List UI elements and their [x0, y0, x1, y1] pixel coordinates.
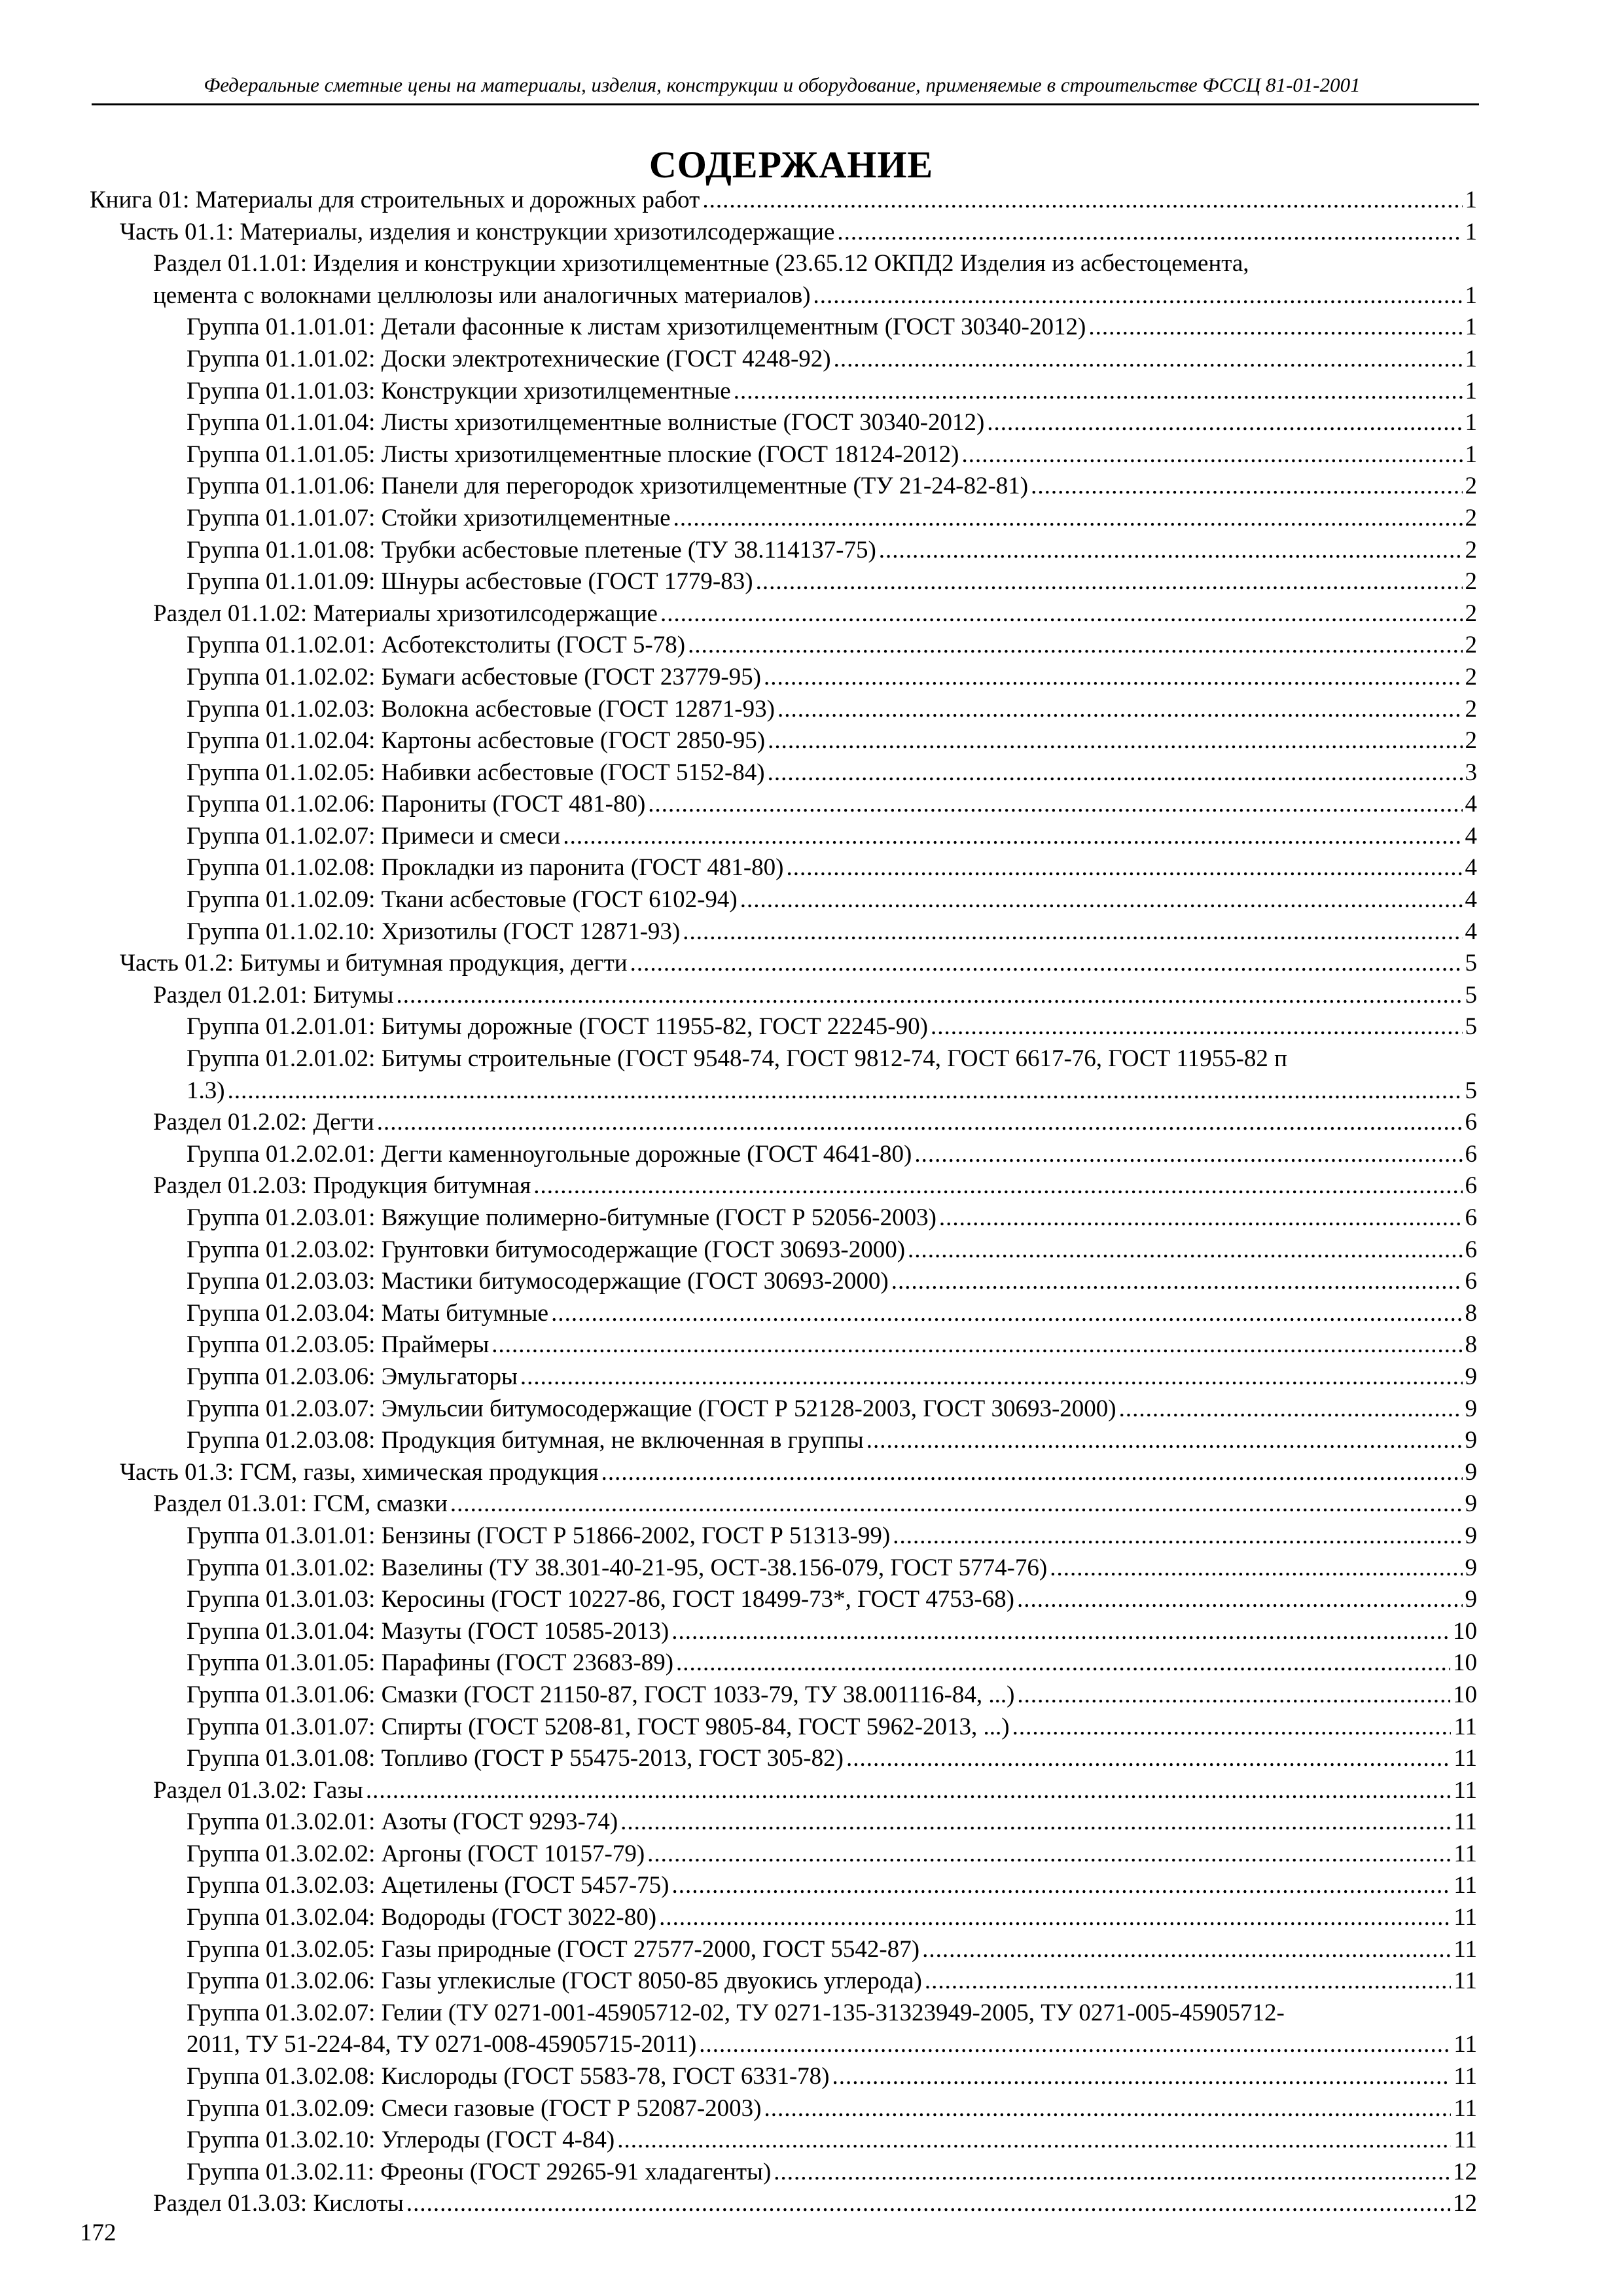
toc-entry-label: Группа 01.1.02.04: Картоны асбестовые (ГОСТ 2850-95) [187, 727, 766, 755]
dot-leader [1088, 312, 1462, 344]
toc-entry [90, 1965, 1477, 1998]
toc-entry [90, 1870, 1477, 1902]
toc-entry-label: Раздел 01.1.02: Материалы хризотилсодержащие [153, 600, 658, 627]
toc-page-number: 2 [1465, 695, 1477, 723]
toc-page-number: 4 [1465, 791, 1477, 818]
toc-page-number: 4 [1465, 918, 1477, 945]
dot-leader [366, 1775, 1452, 1807]
toc-entry-label: Группа 01.2.03.03: Мастики битумосодержащие (ГОСТ 30693-2000) [187, 1268, 889, 1295]
dot-leader [1031, 471, 1462, 503]
toc-entry-label: Группа 01.1.02.09: Ткани асбестовые (ГОСТ 6102-94) [187, 886, 738, 914]
toc-entry [90, 185, 1477, 217]
toc-page-number: 11 [1454, 1745, 1477, 1772]
toc-page-number: 1 [1465, 314, 1477, 341]
dot-leader [914, 1139, 1462, 1171]
toc-entry [90, 312, 1477, 344]
toc-page-number: 1 [1465, 440, 1477, 468]
toc-entry [90, 439, 1477, 471]
toc-entry [90, 1266, 1477, 1298]
toc-entry [90, 1457, 1477, 1489]
toc-entry [90, 598, 1477, 630]
toc-entry [90, 694, 1477, 726]
dot-leader [659, 1902, 1451, 1934]
toc-page-number: 11 [1454, 1872, 1477, 1899]
toc-page-number: 9 [1465, 1490, 1477, 1518]
toc-entry-label: Группа 01.1.01.01: Детали фасонные к листам хризотилцементным (ГОСТ 30340-2012) [187, 314, 1086, 341]
dot-leader [671, 1616, 1450, 1648]
toc-page-number: 12 [1453, 2190, 1477, 2217]
toc-page-number: 6 [1465, 1204, 1477, 1231]
toc-entry [90, 503, 1477, 535]
toc-entry-label: Группа 01.3.02.07: Гелии (ТУ 0271-001-45905712-02, ТУ 0271-135-31323949-2005, ТУ 0271-005-45905712- [187, 1999, 1285, 2026]
toc-entry-label: Группа 01.3.01.01: Бензины (ГОСТ Р 51866-2002, ГОСТ Р 51313-99) [187, 1522, 891, 1549]
toc-entry-label: Группа 01.2.03.01: Вяжущие полимерно-битумные (ГОСТ Р 52056-2003) [187, 1204, 936, 1231]
toc-page-number: 11 [1454, 2094, 1477, 2122]
toc-entry-label: Группа 01.2.03.06: Эмульгаторы [187, 1363, 518, 1390]
toc-page-number: 2 [1465, 568, 1477, 596]
toc-entry [90, 1488, 1477, 1520]
toc-entry-label-continuation: цемента с волокнами целлюлозы или аналогичных материалов) [153, 281, 811, 309]
toc-entry-label: Группа 01.3.02.11: Фреоны (ГОСТ 29265-91 хладагенты) [187, 2158, 772, 2185]
toc-entry [90, 1520, 1477, 1552]
toc-entry-label: Часть 01.2: Битумы и битумная продукция, дегти [120, 950, 628, 977]
toc-entry-label: Группа 01.1.01.07: Стойки хризотилцементные [187, 504, 671, 531]
toc-entry [90, 1234, 1477, 1266]
toc-entry [90, 1806, 1477, 1839]
toc-entry-label: Группа 01.2.01.01: Битумы дорожные (ГОСТ 11955-82, ГОСТ 22245-90) [187, 1013, 928, 1041]
toc-entry [90, 1011, 1477, 1043]
page-number: 172 [80, 2219, 116, 2246]
toc-entry-label: Группа 01.3.01.03: Керосины (ГОСТ 10227-86, ГОСТ 18499-73*, ГОСТ 4753-68) [187, 1586, 1014, 1613]
toc-page-number: 1 [1465, 218, 1477, 245]
toc-entry [90, 948, 1477, 980]
dot-leader [846, 1743, 1451, 1775]
toc-entry [90, 757, 1477, 789]
header-rule [92, 103, 1479, 105]
toc-entry [90, 376, 1477, 408]
dot-leader [702, 185, 1462, 217]
toc-entry-label: Группа 01.2.03.08: Продукция битумная, не включенная в группы [187, 1427, 864, 1454]
toc-entry [90, 852, 1477, 884]
toc-page-number: 6 [1465, 1140, 1477, 1168]
toc-entry-label: Раздел 01.3.02: Газы [153, 1776, 363, 1804]
toc-entry [90, 1202, 1477, 1234]
toc-entry-label: Раздел 01.3.03: Кислоты [153, 2190, 404, 2217]
toc-entry-label: Группа 01.2.02.01: Дегти каменноугольные дорожные (ГОСТ 4641-80) [187, 1140, 912, 1168]
toc-entry [90, 280, 1477, 312]
toc-page-number: 11 [1454, 1840, 1477, 1867]
toc-page-number: 10 [1453, 1617, 1477, 1645]
dot-leader [406, 2188, 1450, 2220]
toc-entry-label: Группа 01.1.02.08: Прокладки из паронита (ГОСТ 481-80) [187, 854, 784, 882]
toc-page-number: 3 [1465, 759, 1477, 786]
toc-entry [90, 566, 1477, 598]
dot-leader [832, 2061, 1452, 2093]
toc-entry-label: Группа 01.1.01.04: Листы хризотилцементные волнистые (ГОСТ 30340-2012) [187, 409, 985, 437]
dot-leader [756, 566, 1463, 598]
dot-leader [660, 598, 1463, 630]
dot-leader [734, 376, 1463, 408]
toc-entry-label: Группа 01.3.01.06: Смазки (ГОСТ 21150-87, ГОСТ 1033-79, ТУ 38.001116-84, ...) [187, 1681, 1015, 1708]
toc-entry-label: Раздел 01.1.01: Изделия и конструкции хризотилцементные (23.65.12 ОКПД2 Изделия из асбестоцемента, [153, 250, 1249, 278]
toc-entry-label: Группа 01.3.01.04: Мазуты (ГОСТ 10585-2013) [187, 1617, 669, 1645]
dot-leader [939, 1202, 1463, 1234]
toc-page-number: 2 [1465, 536, 1477, 564]
toc-entry-label: Группа 01.1.01.02: Доски электротехнические (ГОСТ 4248-92) [187, 345, 831, 372]
toc-page-number: 11 [1454, 1935, 1477, 1963]
dot-leader [786, 852, 1462, 884]
toc-entry-label: Группа 01.2.03.04: Маты битумные [187, 1299, 549, 1327]
dot-leader [396, 980, 1462, 1012]
toc-page-number: 1 [1465, 281, 1477, 309]
dot-leader [1119, 1393, 1463, 1426]
toc-entry [90, 1361, 1477, 1393]
toc-entry [90, 1075, 1477, 1107]
dot-leader [683, 916, 1462, 948]
dot-leader [931, 1011, 1463, 1043]
toc-entry-label: Группа 01.2.03.07: Эмульсии битумосодержащие (ГОСТ Р 52128-2003, ГОСТ 30693-2000) [187, 1395, 1116, 1422]
toc-entry [90, 1712, 1477, 1744]
dot-leader [671, 1870, 1451, 1902]
toc-entry-label: Часть 01.1: Материалы, изделия и конструкции хризотилсодержащие [120, 218, 835, 245]
toc-entry [90, 2093, 1477, 2125]
toc-entry [90, 471, 1477, 503]
toc-page-number: 6 [1465, 1172, 1477, 1200]
toc-page-number: 11 [1454, 1776, 1477, 1804]
toc-entry-label: Группа 01.1.02.01: Асботекстолиты (ГОСТ 5-78) [187, 632, 686, 659]
toc-entry [90, 1298, 1477, 1330]
toc-entry-label: Группа 01.3.02.09: Смеси газовые (ГОСТ Р 52087-2003) [187, 2094, 762, 2122]
toc-entry [90, 535, 1477, 567]
toc-page-number: 11 [1454, 2063, 1477, 2090]
dot-leader [908, 1234, 1462, 1266]
toc-entry-label: Группа 01.3.02.02: Аргоны (ГОСТ 10157-79) [187, 1840, 645, 1867]
dot-leader [688, 630, 1462, 662]
toc-entry [90, 2188, 1477, 2220]
toc-entry [90, 630, 1477, 662]
toc-page-number: 2 [1465, 473, 1477, 500]
toc-page-number: 11 [1454, 2126, 1477, 2154]
toc-entry [90, 1934, 1477, 1966]
toc-page-number: 5 [1465, 981, 1477, 1009]
toc-page-number: 8 [1465, 1299, 1477, 1327]
toc-entry [90, 725, 1477, 757]
dot-leader [987, 407, 1462, 439]
dot-leader [533, 1170, 1462, 1202]
toc-entry [90, 1425, 1477, 1457]
dot-leader [961, 439, 1462, 471]
toc-entry [90, 1584, 1477, 1616]
toc-entry-label: Группа 01.1.02.03: Волокна асбестовые (ГОСТ 12871-93) [187, 695, 775, 723]
dot-leader [647, 1839, 1451, 1871]
dot-leader [491, 1329, 1462, 1361]
dot-leader [740, 884, 1463, 916]
toc-entry-label: Группа 01.3.01.02: Вазелины (ТУ 38.301-40-21-95, ОСТ-38.156-079, ГОСТ 5774-76) [187, 1554, 1048, 1581]
toc-entry [90, 916, 1477, 948]
page-title: СОДЕРЖАНИЕ [649, 143, 934, 186]
toc-entry-label: Раздел 01.2.02: Дегти [153, 1109, 374, 1136]
dot-leader [377, 1107, 1463, 1139]
toc-entry-label: Группа 01.1.02.05: Набивки асбестовые (ГОСТ 5152-84) [187, 759, 765, 786]
toc-entry [90, 217, 1477, 249]
toc-entry-label: Группа 01.3.01.07: Спирты (ГОСТ 5208-81, ГОСТ 9805-84, ГОСТ 5962-2013, ...) [187, 1713, 1010, 1740]
toc-page-number: 5 [1465, 950, 1477, 977]
toc-entry-label-continuation: 1.3) [187, 1077, 225, 1104]
dot-leader [520, 1361, 1463, 1393]
toc-entry [90, 1329, 1477, 1361]
toc-page-number: 2 [1465, 663, 1477, 691]
toc-entry-label: Группа 01.1.01.08: Трубки асбестовые плетеные (ТУ 38.114137-75) [187, 536, 876, 564]
toc-entry-label: Группа 01.3.02.03: Ацетилены (ГОСТ 5457-75) [187, 1872, 669, 1899]
toc-entry-label-continuation: 2011, ТУ 51-224-84, ТУ 0271-008-45905715-2011) [187, 2031, 697, 2058]
toc-entry [90, 2157, 1477, 2189]
toc-page-number: 6 [1465, 1236, 1477, 1263]
toc-page-number: 4 [1465, 822, 1477, 850]
toc-page-number: 10 [1453, 1681, 1477, 1708]
toc-page-number: 8 [1465, 1331, 1477, 1359]
toc-page-number: 9 [1465, 1522, 1477, 1549]
toc-page-number: 9 [1465, 1395, 1477, 1422]
toc-entry-label: Группа 01.3.01.08: Топливо (ГОСТ Р 55475-2013, ГОСТ 305-82) [187, 1745, 844, 1772]
toc-entry-label: Книга 01: Материалы для строительных и дорожных работ [90, 187, 700, 213]
table-of-contents [90, 185, 1477, 2220]
toc-entry-label: Группа 01.1.02.07: Примеси и смеси [187, 822, 561, 850]
toc-page-number: 6 [1465, 1268, 1477, 1295]
toc-entry-label: Часть 01.3: ГСМ, газы, химическая продукция [120, 1458, 599, 1486]
toc-page-number: 2 [1465, 504, 1477, 531]
toc-entry [90, 1170, 1477, 1202]
toc-page-number: 9 [1465, 1458, 1477, 1486]
toc-entry [90, 2125, 1477, 2157]
toc-entry [90, 1139, 1477, 1171]
toc-page-number: 11 [1454, 1904, 1477, 1931]
toc-entry-label: Группа 01.1.02.02: Бумаги асбестовые (ГОСТ 23779-95) [187, 663, 761, 691]
toc-page-number: 5 [1465, 1077, 1477, 1104]
toc-entry-label: Группа 01.3.01.05: Парафины (ГОСТ 23683-89) [187, 1649, 674, 1677]
toc-entry [90, 662, 1477, 694]
toc-entry [90, 1616, 1477, 1648]
toc-page-number: 4 [1465, 854, 1477, 882]
toc-entry-label: Группа 01.3.02.04: Водороды (ГОСТ 3022-80) [187, 1904, 657, 1931]
toc-entry [90, 344, 1477, 376]
running-header: Федеральные сметные цены на материалы, изделия, конструкции и оборудование, применяемые в строительстве ФССЦ 81-01-2001 [204, 73, 1361, 96]
toc-entry [90, 1743, 1477, 1775]
toc-entry [90, 1679, 1477, 1712]
dot-leader [1012, 1712, 1452, 1744]
toc-entry [90, 821, 1477, 853]
toc-entry-label: Группа 01.3.02.05: Газы природные (ГОСТ 27577-2000, ГОСТ 5542-87) [187, 1935, 920, 1963]
dot-leader [630, 948, 1463, 980]
toc-entry [90, 1839, 1477, 1871]
toc-page-number: 2 [1465, 600, 1477, 627]
toc-entry-label: Группа 01.2.01.02: Битумы строительные (ГОСТ 9548-74, ГОСТ 9812-74, ГОСТ 6617-76, ГОСТ 11955-82 п [187, 1045, 1287, 1073]
dot-leader [891, 1266, 1463, 1298]
dot-leader [648, 789, 1462, 821]
dot-leader [768, 757, 1463, 789]
toc-entry-label: Группа 01.3.02.01: Азоты (ГОСТ 9293-74) [187, 1808, 618, 1836]
dot-leader [676, 1647, 1450, 1679]
toc-page-number: 10 [1453, 1649, 1477, 1677]
toc-page-number: 9 [1465, 1554, 1477, 1581]
toc-entry-label: Группа 01.1.01.06: Панели для перегородок хризотилцементные (ТУ 21-24-82-81) [187, 473, 1029, 500]
toc-page-number: 11 [1454, 1808, 1477, 1836]
dot-leader [551, 1298, 1462, 1330]
toc-entry [90, 1393, 1477, 1426]
toc-entry-label: Группа 01.1.01.05: Листы хризотилцементные плоские (ГОСТ 18124-2012) [187, 440, 959, 468]
dot-leader [563, 821, 1462, 853]
dot-leader [777, 694, 1463, 726]
dot-leader [922, 1934, 1451, 1966]
toc-entry-label: Группа 01.3.02.08: Кислороды (ГОСТ 5583-78, ГОСТ 6331-78) [187, 2063, 830, 2090]
dot-leader [1050, 1552, 1462, 1585]
toc-entry-label: Группа 01.3.02.10: Углероды (ГОСТ 4-84) [187, 2126, 615, 2154]
dot-leader [699, 2029, 1451, 2061]
dot-leader [617, 2125, 1451, 2157]
toc-page-number: 2 [1465, 727, 1477, 755]
toc-page-number: 6 [1465, 1109, 1477, 1136]
toc-entry-label: Группа 01.2.03.02: Грунтовки битумосодержащие (ГОСТ 30693-2000) [187, 1236, 906, 1263]
toc-entry-label: Раздел 01.2.03: Продукция битумная [153, 1172, 531, 1200]
toc-entry [90, 2061, 1477, 2093]
toc-entry-label: Группа 01.1.02.10: Хризотилы (ГОСТ 12871-93) [187, 918, 681, 945]
dot-leader [1017, 1584, 1463, 1616]
toc-page-number: 11 [1454, 1967, 1477, 1995]
dot-leader [768, 725, 1462, 757]
dot-leader [1017, 1679, 1450, 1712]
toc-entry-label: Раздел 01.2.01: Битумы [153, 981, 394, 1009]
dot-leader [450, 1488, 1463, 1520]
dot-leader [601, 1457, 1463, 1489]
toc-entry [90, 1107, 1477, 1139]
toc-page-number: 11 [1454, 2031, 1477, 2058]
dot-leader [673, 503, 1463, 535]
toc-page-number: 12 [1453, 2158, 1477, 2185]
toc-page-number: 9 [1465, 1586, 1477, 1613]
dot-leader [879, 535, 1463, 567]
toc-entry-label: Группа 01.1.02.06: Парониты (ГОСТ 481-80) [187, 791, 646, 818]
toc-entry [90, 1902, 1477, 1934]
toc-page-number: 4 [1465, 886, 1477, 914]
toc-entry-label: Группа 01.3.02.06: Газы углекислые (ГОСТ 8050-85 двуокись углерода) [187, 1967, 922, 1995]
toc-entry [90, 1552, 1477, 1585]
toc-entry-label: Раздел 01.3.01: ГСМ, смазки [153, 1490, 448, 1518]
toc-entry [90, 407, 1477, 439]
toc-entry [90, 1775, 1477, 1807]
dot-leader [764, 2093, 1452, 2125]
dot-leader [834, 344, 1463, 376]
toc-page-number: 1 [1465, 345, 1477, 372]
toc-entry-label: Группа 01.1.01.09: Шнуры асбестовые (ГОСТ 1779-83) [187, 568, 753, 596]
dot-leader [813, 280, 1463, 312]
toc-page-number: 1 [1465, 409, 1477, 437]
toc-page-number: 9 [1465, 1427, 1477, 1454]
dot-leader [620, 1806, 1451, 1839]
dot-leader [837, 217, 1462, 249]
toc-entry [90, 980, 1477, 1012]
toc-entry [90, 1647, 1477, 1679]
toc-page-number: 1 [1465, 187, 1477, 213]
toc-page-number: 11 [1454, 1713, 1477, 1740]
toc-entry [90, 789, 1477, 821]
toc-entry [90, 884, 1477, 916]
toc-entry-label: Группа 01.2.03.05: Праймеры [187, 1331, 490, 1359]
dot-leader [764, 662, 1463, 694]
dot-leader [866, 1425, 1463, 1457]
toc-page-number: 9 [1465, 1363, 1477, 1390]
dot-leader [228, 1075, 1463, 1107]
toc-entry-label: Группа 01.1.01.03: Конструкции хризотилцементные [187, 377, 731, 404]
toc-page-number: 2 [1465, 632, 1477, 659]
dot-leader [925, 1965, 1452, 1998]
toc-entry [90, 2029, 1477, 2061]
toc-page-number: 1 [1465, 377, 1477, 404]
dot-leader [893, 1520, 1462, 1552]
dot-leader [774, 2157, 1450, 2189]
toc-page-number: 5 [1465, 1013, 1477, 1041]
